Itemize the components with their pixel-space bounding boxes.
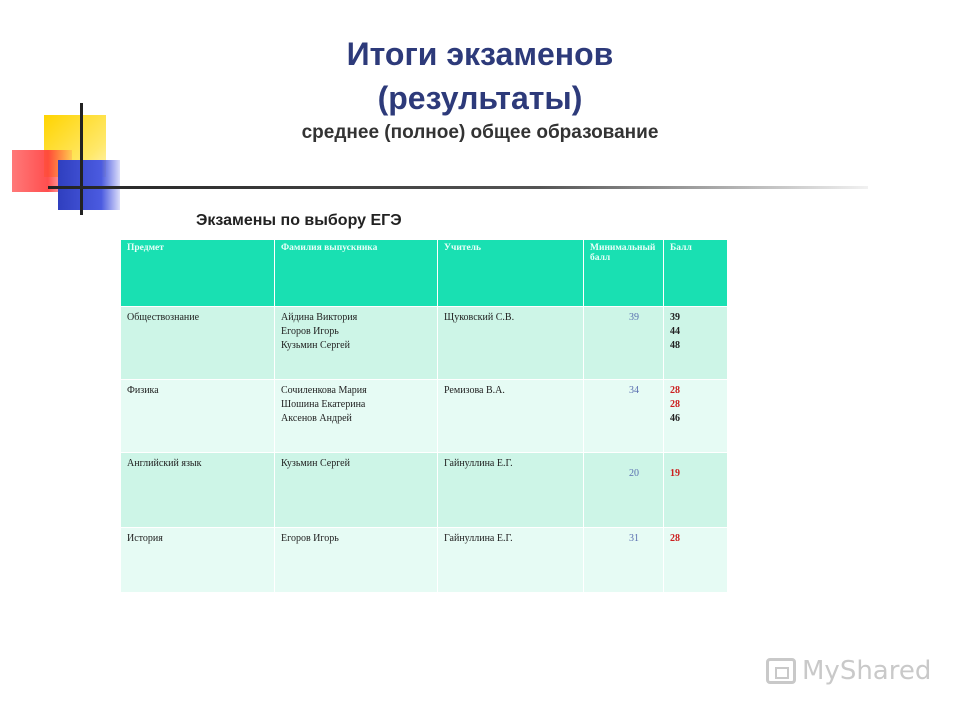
watermark-text: MyShared — [802, 656, 932, 686]
header-student: Фамилия выпускника — [275, 240, 438, 307]
score-value: 48 — [670, 340, 680, 351]
header-score: Балл — [664, 240, 728, 307]
cell-teacher: Гайнуллина Е.Г. — [438, 528, 584, 593]
student-name: Сочиленкова Мария — [281, 385, 367, 396]
score-value: 28 — [670, 399, 680, 410]
cell-min-score: 34 — [584, 380, 664, 453]
student-name: Егоров Игорь — [281, 326, 339, 337]
student-name: Егоров Игорь — [281, 533, 339, 544]
score-value: 44 — [670, 326, 680, 337]
results-table — [120, 239, 728, 593]
score-value: 28 — [670, 385, 680, 396]
cell-scores — [664, 528, 728, 593]
cell-teacher: Щуковский С.В. — [438, 307, 584, 380]
header-subject: Предмет — [121, 240, 275, 307]
student-name: Шошина Екатерина — [281, 399, 366, 410]
decor-blue-square — [58, 160, 120, 210]
table-row — [121, 453, 728, 528]
cell-min-score: 39 — [584, 307, 664, 380]
student-name: Айдина Виктория — [281, 312, 358, 323]
header-min-score: Минимальный балл — [584, 240, 664, 307]
cell-min-score: 20 — [584, 453, 664, 528]
cell-subject: Английский язык — [121, 453, 275, 528]
student-name: Аксенов Андрей — [281, 413, 352, 424]
cell-students — [275, 307, 438, 380]
cell-students — [275, 380, 438, 453]
cell-teacher: Гайнуллина Е.Г. — [438, 453, 584, 528]
score-value: 28 — [670, 533, 680, 544]
cell-subject: Физика — [121, 380, 275, 453]
table-caption: Экзамены по выбору ЕГЭ — [196, 212, 402, 229]
table-row — [121, 528, 728, 593]
score-value: 46 — [670, 413, 680, 424]
table-header-row — [121, 240, 728, 307]
cell-min-score: 31 — [584, 528, 664, 593]
page-title-line2: (результаты) — [377, 80, 583, 116]
page-title-line1: Итоги экзаменов — [346, 36, 614, 72]
header-teacher: Учитель — [438, 240, 584, 307]
cell-scores — [664, 307, 728, 380]
watermark-logo — [766, 656, 931, 686]
cell-scores — [664, 453, 728, 528]
table-row — [121, 380, 728, 453]
cell-teacher: Ремизова В.А. — [438, 380, 584, 453]
cell-students — [275, 453, 438, 528]
presentation-icon — [766, 658, 796, 684]
decor-vertical-line — [80, 103, 83, 215]
student-name: Кузьмин Сергей — [281, 458, 350, 469]
score-value: 19 — [670, 468, 680, 479]
score-value: 39 — [670, 312, 680, 323]
cell-students — [275, 528, 438, 593]
page-subtitle: среднее (полное) общее образование — [301, 122, 659, 143]
student-name: Кузьмин Сергей — [281, 340, 350, 351]
cell-subject: История — [121, 528, 275, 593]
cell-scores — [664, 380, 728, 453]
decor-horizontal-line — [48, 186, 868, 189]
cell-subject: Обществознание — [121, 307, 275, 380]
table-row — [121, 307, 728, 380]
